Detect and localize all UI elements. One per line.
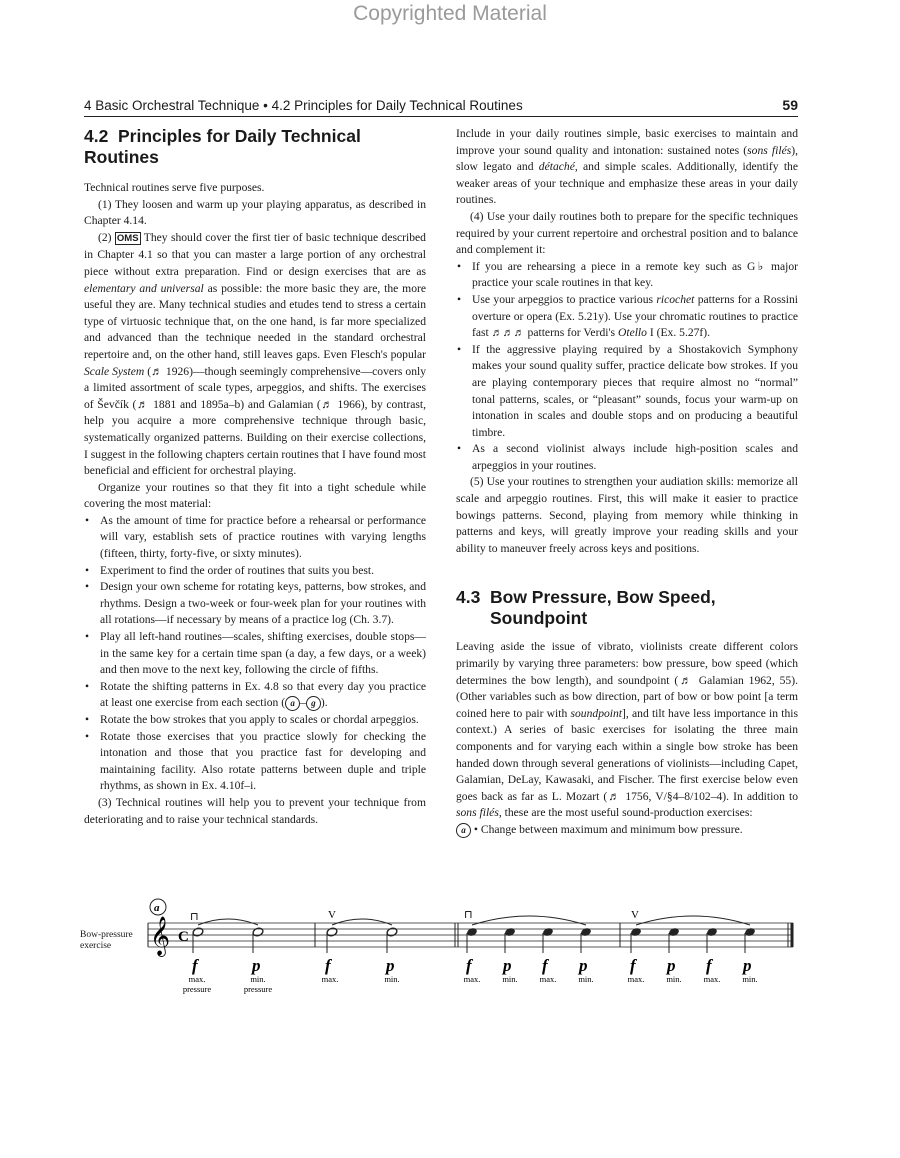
dynamic-piano: p	[386, 956, 395, 975]
copyright-watermark: Copyrighted Material	[353, 2, 547, 25]
label-max: max.	[188, 974, 206, 984]
sixteenth-notes-icon: ♬♬♬	[491, 327, 525, 340]
label-min: min.	[502, 974, 518, 984]
text-run: ), slow legato and	[456, 143, 798, 174]
list-item: • Design your own scheme for rotating keys, patterns, bow strokes, and rhythms. Design a two-week or four-week plan for your routines with all rotations—if necessary by means of a practice log (Ch. 3.7).	[84, 579, 426, 629]
text-run: patterns for a Rossini overture or opera (Ex. 5.21y). Use your chromatic routines to practice fast	[472, 292, 798, 340]
right-column	[456, 126, 798, 839]
text-run: –	[300, 696, 306, 710]
music-staff	[80, 895, 800, 1005]
measure-2	[326, 909, 398, 953]
list-item: • As the amount of time for practice before a rehearsal or performance will vary, establish sets of practice routines with varying lengths (fifteen, thirty, forty-five, or sixty minutes).	[84, 513, 426, 563]
label-pressure: pressure	[243, 984, 273, 994]
dynamic-forte: f	[706, 956, 712, 975]
dynamics	[192, 956, 752, 975]
oms-badge: OMS	[116, 232, 139, 244]
list-item: • Rotate those exercises that you practice slowly for checking the intonation and those that you practice fast for developing and maintaining facility. Also rotate patterns between duple and triple rhythms, as shown in Ex. 4.10f–i.	[84, 729, 426, 795]
section-number: 4.3	[456, 587, 481, 608]
down-bow-icon: ⊓	[464, 909, 473, 921]
purpose-1-paragraph: (1) They loosen and warm up your playing apparatus, as described in Chapter 4.14.	[84, 197, 426, 228]
quarter-note	[744, 927, 756, 937]
slur	[332, 919, 392, 925]
section-number: 4.2	[84, 126, 109, 146]
label-max: max.	[463, 974, 481, 984]
half-note	[252, 927, 264, 937]
list-item	[84, 679, 426, 712]
list-item: • Rotate the bow strokes that you apply to scales or chordal arpeggios.	[84, 712, 426, 729]
routine-list	[84, 513, 426, 795]
text-run: Include in your daily routines simple, basic exercises to maintain and improve your sound quality and intonation: sustained notes (	[456, 127, 798, 157]
label-min: min.	[578, 974, 594, 984]
slur	[636, 916, 750, 925]
purpose-3-paragraph: (3) Technical routines will help you to prevent your technique from deteriorating and to raise your technical standards.	[84, 795, 426, 826]
quarter-note	[580, 927, 592, 937]
list-item: • If the aggressive playing required by a Shostakovich Symphony makes your sound quality suffer, practice delicate bow strokes. If you are playing contemporary pieces that require almost no “normal” tonal patterns, scales, or “pleasant” sounds, focus your warm-up on intonation in scales and double stops and on producing a beautiful timbre.	[456, 342, 798, 442]
repertoire-list	[456, 259, 798, 475]
page-number: 59	[782, 97, 798, 113]
list-item	[456, 292, 798, 342]
text-run: ).	[320, 696, 328, 710]
quarter-note	[504, 927, 516, 937]
continuation-paragraph	[456, 126, 798, 209]
text-run: I (Ex. 5.27f).	[646, 326, 711, 340]
section-title-line1: Bow Pressure, Bow Speed,	[490, 587, 716, 608]
section-mark: a	[154, 902, 160, 914]
slur	[472, 916, 586, 925]
emphasis: soundpoint	[570, 706, 623, 720]
running-header-title: 4 Basic Orchestral Technique • 4.2 Principles for Daily Technical Routines	[84, 98, 523, 113]
quarter-note	[466, 927, 478, 937]
label-max: max.	[703, 974, 721, 984]
label-max: max.	[321, 974, 339, 984]
emphasis: ricochet	[656, 292, 695, 306]
emphasis: sons filés	[456, 806, 499, 820]
purpose-2-paragraph	[84, 230, 426, 480]
section-title: Principles for Daily Technical Routines	[84, 126, 361, 167]
emphasis: détaché	[538, 160, 575, 174]
treble-clef-icon: 𝄞	[150, 918, 171, 955]
text-run: , these are the most useful sound-production exercises:	[498, 806, 753, 820]
list-item: • As a second violinist always include high-position scales and arpeggios in your routines.	[456, 441, 798, 474]
dynamic-forte: f	[325, 956, 331, 975]
quarter-note	[542, 927, 554, 937]
label-pressure: pressure	[182, 984, 212, 994]
section-4-2-heading	[84, 126, 426, 168]
time-signature: C	[178, 929, 189, 945]
exercise-a-item	[456, 822, 798, 839]
dynamic-piano: p	[667, 956, 676, 975]
left-column	[84, 126, 426, 828]
bow-pressure-music-example	[80, 895, 800, 1005]
label-max: max.	[627, 974, 645, 984]
up-bow-icon: V	[631, 909, 639, 921]
quarter-note	[668, 927, 680, 937]
staff-label: Bow-pressure exercise	[80, 930, 133, 951]
text-run: ], and tilt have less importance in this context.) A series of basic exercises for isolating the three main components and for varying each within a single bow stroke has been handed down through several generations of violinists—including Capet, Galamian, DeLay, Kawasaki, and Fischer. The first exercise below even goes back as far as L. Mozart (♬ 1756, V/§4–8/102–4). In addition to	[456, 706, 799, 803]
intro-paragraph: Technical routines serve five purposes.	[84, 181, 265, 194]
half-note	[326, 927, 338, 937]
dynamic-forte: f	[542, 956, 548, 975]
slur	[198, 919, 258, 925]
down-bow-icon: ⊓	[190, 911, 199, 923]
emphasis: sons filés	[747, 143, 792, 157]
quarter-note	[630, 927, 642, 937]
bow-parameters-paragraph	[456, 639, 798, 822]
section-4-3-heading	[456, 587, 798, 629]
dynamic-forte: f	[466, 956, 472, 975]
label-min: min.	[666, 974, 682, 984]
emphasis: elementary and universal	[84, 281, 204, 295]
text-run: patterns for Verdi's	[524, 326, 618, 340]
emphasis: Otello	[617, 326, 647, 340]
purpose-4-paragraph: (4) Use your daily routines both to prepare for the specific techniques required by your current repertoire and orchestral position and to balance and complement it:	[456, 209, 798, 257]
dynamic-piano: p	[743, 956, 752, 975]
quarter-note	[706, 927, 718, 937]
dynamic-forte: f	[192, 956, 198, 975]
label-min: min.	[250, 974, 266, 984]
dynamic-labels	[183, 974, 758, 994]
dynamic-piano: p	[579, 956, 588, 975]
purpose-5-paragraph: (5) Use your routines to strengthen your audiation skills: memorize all scale and arpeggio routines. First, this will make it easier to practice bowings patterns. Second, playing from memory while thinking in patterns and keys, will greatly improve your reading skills and your ability to maneuver freely across keys and positions.	[456, 475, 798, 555]
circled-letter: a	[456, 823, 471, 838]
list-item: • Experiment to find the order of routines that suits you best.	[84, 563, 426, 580]
text-run: They should cover the first tier of basic technique described in Chapter 4.1 so that you can master a large portion of any orchestral piece without extra preparation. Find or design exercises that are as	[84, 230, 426, 278]
book-title: Scale System	[84, 364, 145, 378]
purpose-number: (2)	[98, 230, 112, 244]
text-run: , and simple scales. Additionally, identify the weaker areas of your technique and emphasize these areas in your daily routines.	[456, 160, 798, 207]
circled-letter: a	[285, 696, 300, 711]
text-run: Rotate the shifting patterns in Ex. 4.8 so that every day you practice at least one exercise from each section (	[100, 679, 426, 710]
measure-3	[464, 909, 592, 953]
half-note	[192, 927, 204, 937]
label-min: min.	[742, 974, 758, 984]
dynamic-forte: f	[630, 956, 636, 975]
up-bow-icon: V	[328, 909, 336, 921]
label-min: min.	[384, 974, 400, 984]
list-item: • Play all left-hand routines—scales, shifting exercises, double stops—in the same key for a certain time span (a day, a few days, or a week) and then move to the next key, following the circle of fifths.	[84, 629, 426, 679]
section-title-line2: Soundpoint	[490, 608, 588, 629]
dynamic-piano: p	[252, 956, 261, 975]
organize-paragraph: Organize your routines so that they fit into a tight schedule while covering the most material:	[84, 480, 426, 511]
dynamic-piano: p	[503, 956, 512, 975]
text-run: • Change between maximum and minimum bow pressure.	[471, 822, 743, 836]
list-item: • If you are rehearsing a piece in a remote key such as G♭ major practice your scale routines in that key.	[456, 259, 798, 292]
text-run: Use your arpeggios to practice various	[472, 292, 657, 306]
running-header	[84, 96, 798, 117]
half-note	[386, 927, 398, 937]
text-run: (♬ 1926)—though seemingly comprehensive—covers only a limited assortment of scale types, arpeggios, and shifts. The exercises of Ševčík (♬ 1881 and 1895a–b) and Galamian (♬ 1966), by contrast, help you acquire a more comprehensive technique through basic, systematically organized patterns. Building on their exercise collections, I suggest in the following chapters certain routines that I have found most beneficial and efficient for orchestral playing.	[84, 364, 427, 478]
circled-letter: g	[306, 696, 321, 711]
label-max: max.	[539, 974, 557, 984]
measure-4	[630, 909, 756, 953]
text-run: as possible: the more basic they are, the more useful they are. Many technical studies and etudes tend to stress a certain type of virtuosic technique that, on the one hand, is far more specialized and advanced than the technique needed in the standard orchestral repertoire and, on the other hand, still leaves gaps. Even Flesch's popular	[84, 281, 426, 361]
text-run: Leaving aside the issue of vibrato, violinists create different colors primarily by varying three parameters: bow pressure, bow speed (which determines the bow length), and soundpoint (♬ Galamian 1962, 55). (Other variables such as bow direction, part of bow or bow point [a term coined here to pair with	[456, 640, 798, 720]
